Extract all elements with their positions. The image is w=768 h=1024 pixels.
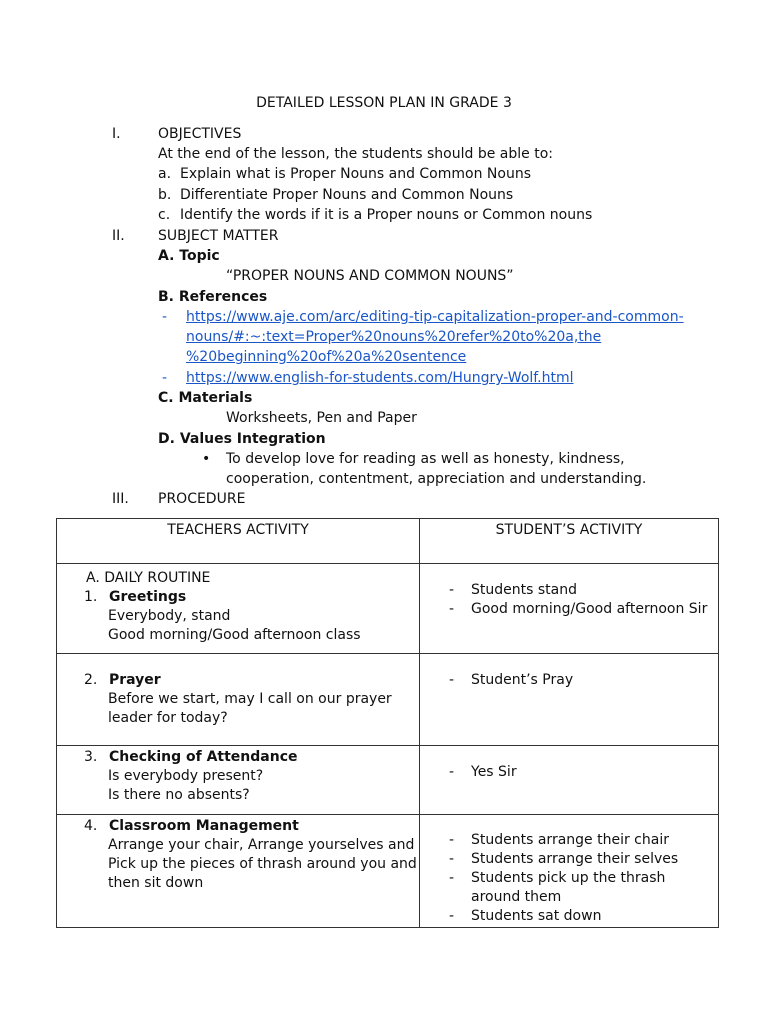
reference-link-1[interactable]: https://www.aje.com/arc/editing-tip-capitalization-proper-and-common- [186, 309, 684, 325]
document-title: DETAILED LESSON PLAN IN GRADE 3 [256, 95, 512, 111]
dash-marker: - [449, 851, 455, 867]
section-heading-subject-matter: SUBJECT MATTER [158, 228, 279, 244]
references-label: B. References [158, 289, 268, 305]
student-cell [420, 815, 719, 928]
reference-link-1[interactable]: %20beginning%20of%20a%20sentence [186, 349, 467, 365]
bullet-icon: • [202, 451, 211, 467]
table-row [57, 564, 719, 654]
row-number: 2. [84, 672, 98, 688]
teacher-line: Is everybody present? [108, 768, 264, 784]
student-line [420, 869, 718, 907]
objective-item: Differentiate Proper Nouns and Common Nouns [180, 187, 514, 203]
teacher-line: Is there no absents? [108, 787, 250, 803]
teacher-line: Pick up the pieces of thrash around you and [108, 856, 417, 872]
dash-marker: - [449, 870, 455, 886]
student-cell [420, 654, 719, 746]
dash-marker: - [449, 764, 455, 780]
topic-value: “PROPER NOUNS AND COMMON NOUNS” [226, 268, 514, 284]
reference-link-2[interactable]: https://www.english-for-students.com/Hungry-Wolf.html [186, 370, 574, 386]
header-students-activity: STUDENT’S ACTIVITY [420, 519, 719, 564]
daily-routine-heading: A. DAILY ROUTINE [86, 570, 211, 586]
teacher-cell [57, 746, 420, 815]
reference-link-1[interactable]: nouns/#:~:text=Proper%20nouns%20refer%20to%20a,the [186, 329, 602, 345]
materials-value: Worksheets, Pen and Paper [226, 410, 417, 426]
teacher-line: Everybody, stand [108, 608, 231, 624]
student-line [420, 600, 718, 619]
row-heading [57, 671, 419, 690]
student-line [420, 907, 718, 926]
objective-marker: b. [158, 187, 172, 203]
row-number: 1. [84, 589, 98, 605]
values-integration-label: D. Values Integration [158, 431, 326, 447]
section-numeral-procedure: III. [112, 491, 129, 507]
section-numeral-objectives: I. [112, 126, 121, 142]
row-heading [57, 748, 419, 767]
row-label: Prayer [109, 672, 161, 688]
student-line [420, 850, 718, 869]
student-cell [420, 746, 719, 815]
student-cell [420, 564, 719, 654]
table-row [57, 654, 719, 746]
student-line [420, 671, 718, 690]
student-line [420, 831, 718, 850]
dash-marker: - [449, 908, 455, 924]
table-header-row [57, 519, 719, 564]
student-line-text: Yes Sir [471, 764, 517, 780]
teacher-cell [57, 654, 420, 746]
section-heading-procedure: PROCEDURE [158, 491, 246, 507]
reference-dash: - [162, 309, 168, 325]
procedure-table [56, 518, 719, 928]
row-label: Greetings [109, 589, 187, 605]
objective-item: Explain what is Proper Nouns and Common Nouns [180, 166, 531, 182]
teacher-line: then sit down [108, 875, 204, 891]
teacher-line: leader for today? [108, 710, 228, 726]
student-line-text: Students arrange their chair [471, 832, 669, 848]
row-label: Checking of Attendance [109, 749, 298, 765]
row-number: 3. [84, 749, 98, 765]
objective-item: Identify the words if it is a Proper nouns or Common nouns [180, 207, 593, 223]
section-numeral-subject-matter: II. [112, 228, 125, 244]
student-line [420, 581, 718, 600]
student-line-text: Students stand [471, 582, 577, 598]
objectives-intro: At the end of the lesson, the students should be able to: [158, 146, 553, 162]
student-line-text: Good morning/Good afternoon Sir [471, 601, 708, 617]
objective-marker: a. [158, 166, 172, 182]
dash-marker: - [449, 582, 455, 598]
objective-marker: c. [158, 207, 171, 223]
row-heading [57, 817, 419, 836]
teacher-cell [57, 815, 420, 928]
teacher-cell [57, 564, 420, 654]
materials-label: C. Materials [158, 390, 253, 406]
student-line-text: Students pick up the thrash around them [471, 870, 666, 905]
student-line-text: Students arrange their selves [471, 851, 679, 867]
table-row [57, 815, 719, 928]
table-row [57, 746, 719, 815]
reference-dash: - [162, 370, 168, 386]
teacher-line: Before we start, may I call on our prayer [108, 691, 392, 707]
section-heading-objectives: OBJECTIVES [158, 126, 242, 142]
values-text: To develop love for reading as well as honesty, kindness, [226, 451, 625, 467]
header-teachers-activity: TEACHERS ACTIVITY [57, 519, 420, 564]
row-number: 4. [84, 818, 98, 834]
student-line-text: Student’s Pray [471, 672, 574, 688]
student-line [420, 763, 718, 782]
teacher-line: Good morning/Good afternoon class [108, 627, 361, 643]
values-text: cooperation, contentment, appreciation and understanding. [226, 471, 647, 487]
student-line-text: Students sat down [471, 908, 602, 924]
topic-label: A. Topic [158, 248, 220, 264]
teacher-line: Arrange your chair, Arrange yourselves and [108, 837, 415, 853]
row-label: Classroom Management [109, 818, 299, 834]
row-heading [57, 588, 419, 607]
dash-marker: - [449, 672, 455, 688]
dash-marker: - [449, 832, 455, 848]
dash-marker: - [449, 601, 455, 617]
